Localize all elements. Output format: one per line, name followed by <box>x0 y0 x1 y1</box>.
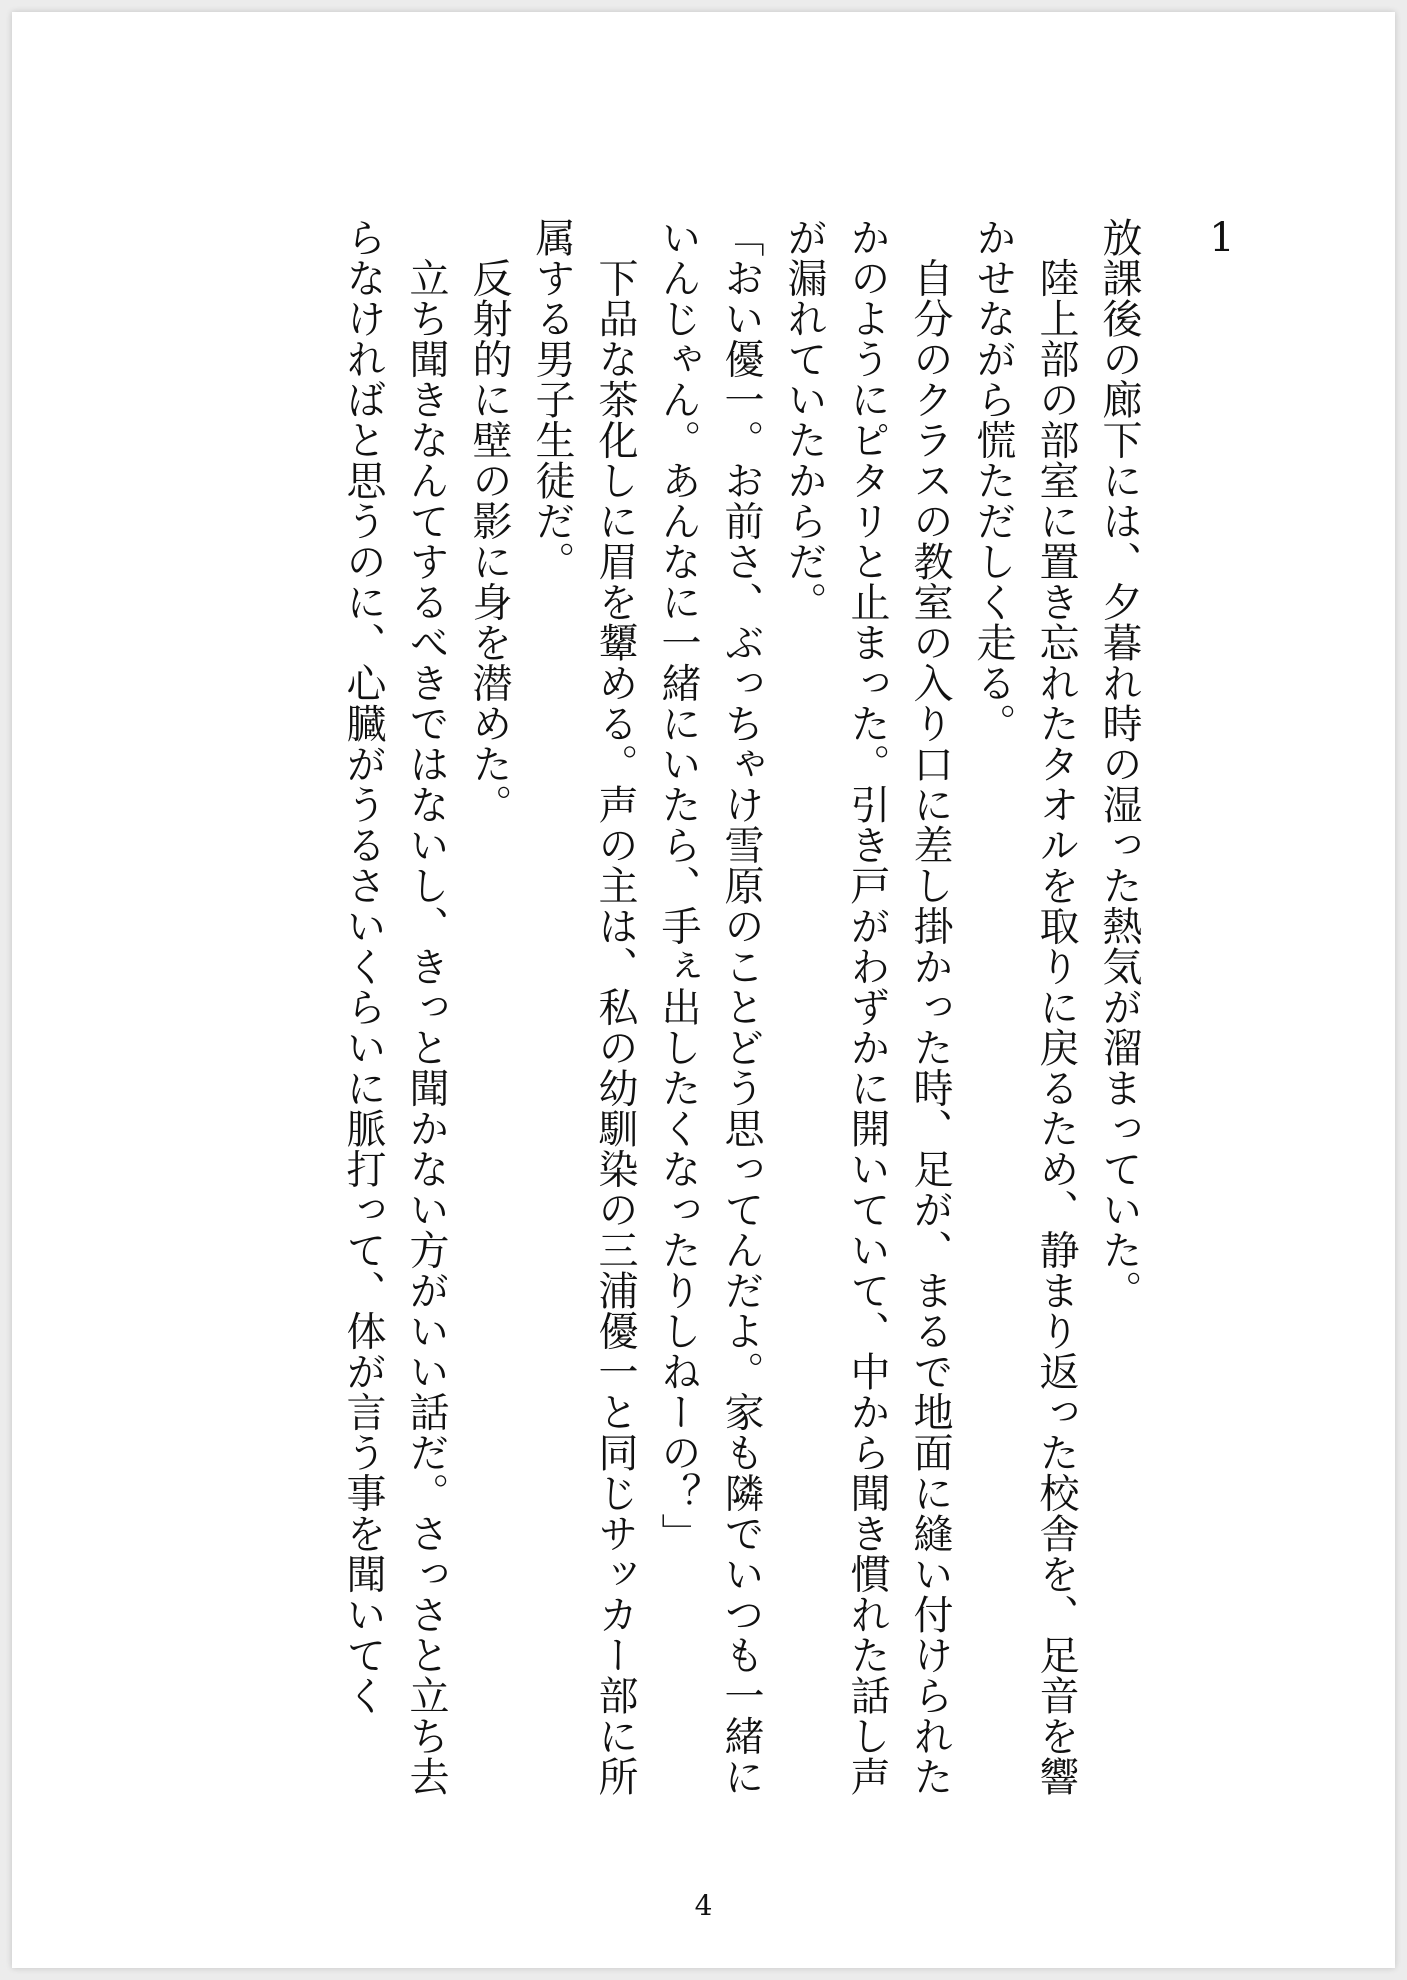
paragraph: 自分のクラスの教室の入り口に差し掛かった時、足が、まるで地面に縫い付けられたかのようにピタリと止まった。引き戸がわずかに開いていて、中から聞き慣れた話し声が漏れていたからだ。 <box>781 217 953 1797</box>
body-text <box>331 217 1150 1817</box>
chapter-number: 1 <box>1209 215 1235 261</box>
paragraph: 反射的に壁の影に身を潜めた。 <box>466 217 512 825</box>
paragraph: 立ち聞きなんてするべきではないし、きっと聞かない方がいい話だ。さっさと立ち去らなければと思うのに、心臓がうるさいくらいに脈打って、体が言う事を聞いてく <box>340 217 449 1797</box>
paragraph: 放課後の廊下には、夕暮れ時の湿った熱気が溜まっていた。 <box>1096 217 1142 1311</box>
paragraph: 「おい優一。お前さ、ぶっちゃけ雪原のことどう思ってんだよ。家も隣でいつも一緒にいんじゃん。あんなに一緒にいたら、手ぇ出したくなったりしねーの？」 <box>655 217 764 1797</box>
paragraph: 陸上部の部室に置き忘れたタオルを取りに戻るため、静まり返った校舎を、足音を響かせながら慌ただしく走る。 <box>970 217 1079 1797</box>
paragraph: 下品な茶化しに眉を顰める。声の主は、私の幼馴染の三浦優一と同じサッカー部に所属する男子生徒だ。 <box>529 217 638 1797</box>
book-page <box>12 12 1395 1968</box>
page-number: 4 <box>694 1889 713 1922</box>
